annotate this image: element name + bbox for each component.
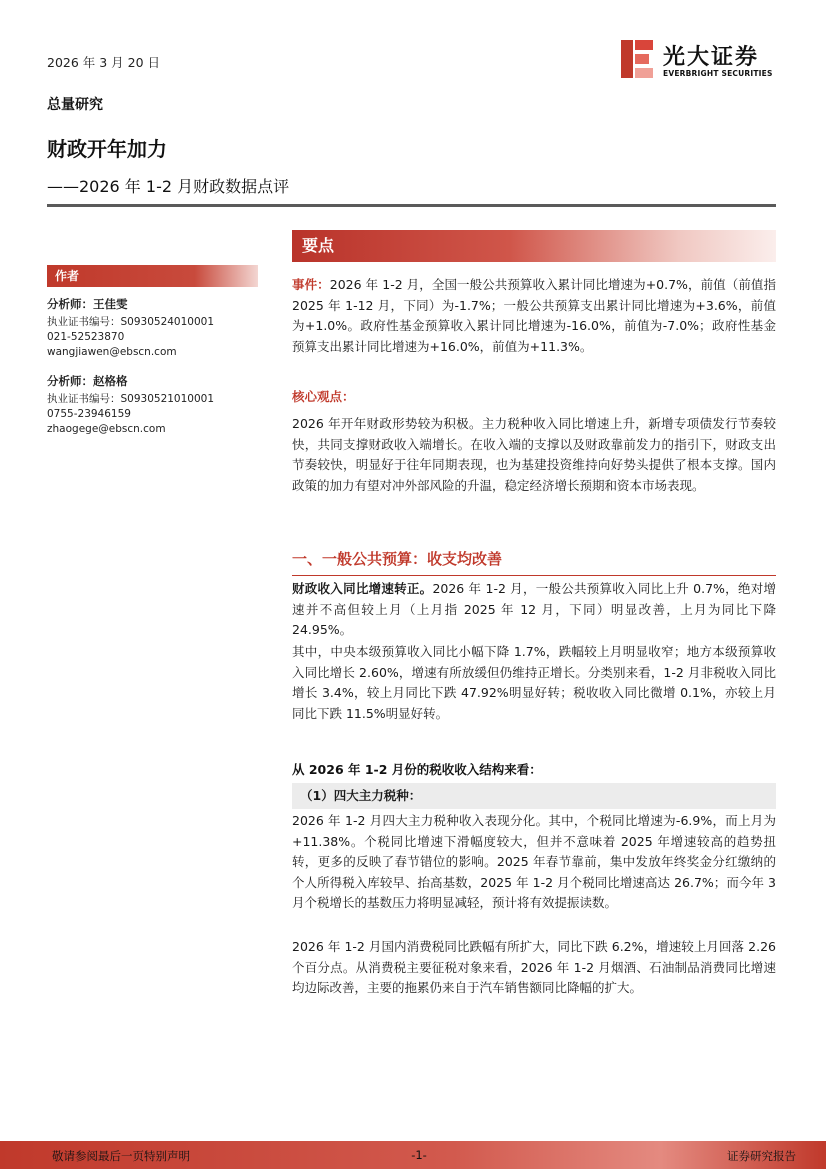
company-logo xyxy=(619,38,779,84)
analyst-phone: 0755-23946159 xyxy=(47,408,131,420)
major-taxes-paragraph: 2026 年 1-2 月四大主力税种收入表现分化。其中，个税同比增速为-6.9%，而上月为+11.38%。个税同比增速下滑幅度较大，但并不意味着 2025 年增速较高的趋势扭转，更多的反映了春节错位的影响。2025 年春节靠前，集中发放年终奖金分红缴纳的个人所得税入库较早、抬高基数，2025 年 1-2 月个税同比增速高达 26.7%；而今年 3 月个税增长的基数压力将明显减轻，预计将有效提振读数。 xyxy=(292,813,776,911)
report-date: 2026 年 3 月 20 日 xyxy=(47,55,161,70)
analyst-cert: 执业证书编号：S0930524010001 xyxy=(47,316,215,328)
analyst-card xyxy=(47,297,267,360)
analyst-phone: 021-52523870 xyxy=(47,331,125,343)
analyst-email[interactable]: wangjiawen@ebscn.com xyxy=(47,346,177,358)
header-divider xyxy=(47,204,776,207)
analyst-email[interactable]: zhaogege@ebscn.com xyxy=(47,423,166,435)
authors-section-label: 作者 xyxy=(47,265,258,287)
consumption-tax-paragraph: 2026 年 1-2 月国内消费税同比跌幅有所扩大，同比下跌 6.2%，增速较上月回落 2.26 个百分点。从消费税主要征税对象来看，2026 年 1-2 月烟酒、石油制品消费同比增速均边际改善，主要的拖累仍来自于汽车销售额同比降幅的扩大。 xyxy=(292,939,776,996)
page-number: -1- xyxy=(411,1148,427,1162)
core-view-paragraph: 2026 年开年财政形势较为积极。主力税种收入同比增速上升，新增专项债发行节奏较快，共同支撑财政收入端增长。在收入端的支撑以及财政靠前发力的指引下，财政支出节奏较快，明显好于往年同期表现，也为基建投资维持向好势头提供了根本支撑。国内政策的加力有望对冲外部风险的升温，稳定经济增长预期和资本市场表现。 xyxy=(292,416,776,493)
footer-report-type: 证券研究报告 xyxy=(727,1149,796,1163)
logo-chinese-name: 光大证券 xyxy=(663,45,760,70)
report-subtitle: ——2026 年 1-2 月财政数据点评 xyxy=(47,177,290,196)
tax-structure-heading: 从 2026 年 1-2 月份的税收收入结构来看： xyxy=(292,762,542,777)
central-local-paragraph: 其中，中央本级预算收入同比小幅下降 1.7%，跌幅较上月明显收窄；地方本级预算收入同比增长 2.60%，增速有所放缓但仍维持正增长。分类别来看，1-2 月非税收入同比增长 3.4%，较上月同比下跌 47.92%明显好转；税收收入同比微增 0.1%，亦较上月同比下跌 11.5%明显好转。 xyxy=(292,644,776,721)
analyst-name: 分析师：王佳雯 xyxy=(47,297,128,311)
core-view-label: 核心观点： xyxy=(292,389,355,404)
report-title: 财政开年加力 xyxy=(47,137,167,161)
revenue-lead: 财政收入同比增速转正。 xyxy=(292,581,433,596)
section-heading: 一、一般公共预算：收支均改善 xyxy=(292,545,776,576)
logo-english-name: EVERBRIGHT SECURITIES xyxy=(663,69,773,78)
analyst-name: 分析师：赵格格 xyxy=(47,374,128,388)
analyst-cert: 执业证书编号：S0930521010001 xyxy=(47,393,215,405)
footer-disclaimer[interactable]: 敬请参阅最后一页特别声明 xyxy=(52,1149,190,1163)
report-category: 总量研究 xyxy=(47,97,103,113)
revenue-paragraph xyxy=(292,579,776,641)
everbright-logo-icon xyxy=(619,38,655,80)
subsection-heading: （1）四大主力税种： xyxy=(292,783,776,809)
event-text: 2026 年 1-2 月，全国一般公共预算收入累计同比增速为+0.7%，前值（前值指 2025 年 1-12 月，下同）为-1.7%；一般公共预算支出累计同比增速为+3.6%，前值为+1.0%。政府性基金预算收入累计同比增速为-16.0%，前值为-7.0%；政府性基金预算支出累计同比增速为+16.0%，前值为+11.3%。 xyxy=(292,277,776,354)
analyst-card xyxy=(47,374,267,437)
event-label: 事件： xyxy=(292,277,330,292)
summary-section-label: 要点 xyxy=(292,230,776,262)
revenue-text: 2026 年 1-2 月，一般公共预算收入同比上升 0.7%，绝对增速并不高但较上月（上月指 2025 年 12 月，下同）明显改善，上月为同比下降 24.95%。 xyxy=(292,581,776,638)
event-paragraph xyxy=(292,275,776,357)
